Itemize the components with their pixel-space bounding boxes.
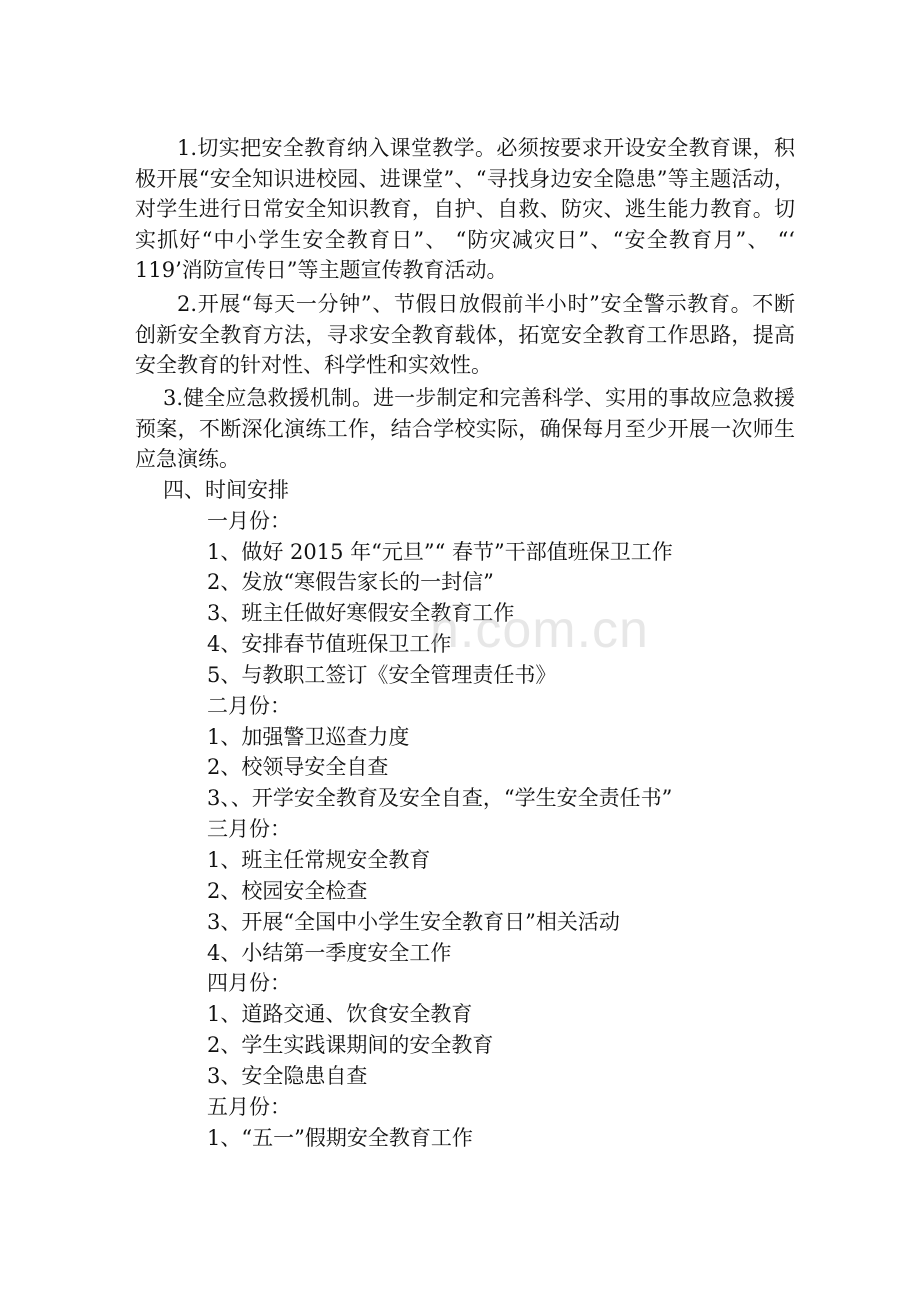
- month-heading-january: 一月份：: [207, 509, 291, 533]
- list-item: 1、班主任常规安全教育: [207, 848, 431, 872]
- month-heading-april: 四月份：: [207, 971, 291, 995]
- list-item: 3、安全隐患自查: [207, 1064, 368, 1088]
- list-item: 3、、开学安全教育及安全自查，“学生安全责任书”: [207, 786, 673, 810]
- list-item: 3、开展“全国中小学生安全教育日”相关活动: [207, 910, 620, 934]
- list-item: 2、学生实践课期间的安全教育: [207, 1033, 494, 1057]
- month-heading-march: 三月份：: [207, 817, 291, 841]
- paragraph-safety-warning-education: 2.开展“每天一分钟”、节假日放假前半小时”安全警示教育。不断创新安全教育方法，寻求安全教育载体，拓宽安全教育工作思路，提高安全教育的针对性、科学性和实效性。: [135, 292, 795, 377]
- list-item: 4、安排春节值班保卫工作: [207, 632, 452, 656]
- list-item: 1、加强警卫巡查力度: [207, 725, 410, 749]
- list-item: 2、发放“寒假告家长的一封信”: [207, 570, 494, 594]
- list-item: 5、与教职工签订《安全管理责任书》: [207, 663, 557, 687]
- month-heading-may: 五月份：: [207, 1095, 291, 1119]
- month-heading-february: 二月份：: [207, 694, 291, 718]
- list-item: 4、小结第一季度安全工作: [207, 941, 452, 965]
- list-item: 1、道路交通、饮食安全教育: [207, 1002, 473, 1026]
- list-item: 1、做好 2015 年“元旦”“ 春节”干部值班保卫工作: [207, 540, 673, 564]
- watermark: n.com.cn: [430, 601, 649, 659]
- list-item: 2、校领导安全自查: [207, 755, 389, 779]
- paragraph-classroom-safety-education: 1.切实把安全教育纳入课堂教学。必须按要求开设安全教育课，积极开展“安全知识进校园、进课堂”、“寻找身边安全隐患”等主题活动，对学生进行日常安全知识教育，自护、自救、防灾、逃生能力教育。切实抓好“中小学生安全教育日”、 “防灾减灾日”、“安全教育月”、 “‘ 119’消防宣传日”等主题宣传教育活动。: [135, 136, 795, 282]
- section-heading-schedule: 四、时间安排: [163, 478, 289, 502]
- list-item: 3、班主任做好寒假安全教育工作: [207, 601, 515, 625]
- list-item: 1、“五一”假期安全教育工作: [207, 1126, 473, 1150]
- paragraph-emergency-rescue-mechanism: 3.健全应急救援机制。进一步制定和完善科学、实用的事故应急救援预案，不断深化演练工作，结合学校实际，确保每月至少开展一次师生应急演练。: [135, 386, 795, 471]
- list-item: 2、校园安全检查: [207, 879, 368, 903]
